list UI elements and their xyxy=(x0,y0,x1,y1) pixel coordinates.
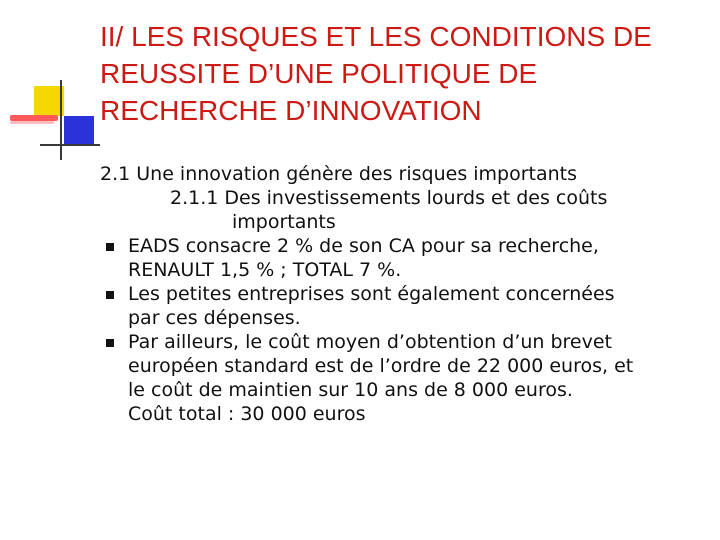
bullet-text: EADS consacre 2 % de son CA pour sa recherche, xyxy=(128,235,599,257)
bullet-text: RENAULT 1,5 % ; TOTAL 7 %. xyxy=(128,259,402,281)
slide-body xyxy=(100,162,710,426)
title-line: II/ LES RISQUES ET LES CONDITIONS DE xyxy=(100,21,652,52)
title-line: RECHERCHE D’INNOVATION xyxy=(100,95,482,126)
subsection-heading-cont: importants xyxy=(232,211,336,233)
bullet-text: Par ailleurs, le coût moyen d’obtention d’un brevet xyxy=(128,331,613,353)
decor-pink-bar xyxy=(10,121,54,124)
slide-title xyxy=(100,18,700,129)
bullet-item xyxy=(100,234,710,282)
subsection-heading: 2.1.1 Des investissements lourds et des coûts xyxy=(170,187,608,209)
bullet-text: européen standard est de l’ordre de 22 000 euros, et xyxy=(128,355,634,377)
decor-vertical-line xyxy=(60,80,62,160)
decor-blue-square xyxy=(64,116,94,146)
title-line: REUSSITE D’UNE POLITIQUE DE xyxy=(100,58,538,89)
square-bullet-icon xyxy=(106,291,114,299)
bullet-text: par ces dépenses. xyxy=(128,307,301,329)
square-bullet-icon xyxy=(106,339,114,347)
bullet-item xyxy=(100,330,710,402)
bullet-item xyxy=(100,282,710,330)
closing-total: Coût total : 30 000 euros xyxy=(128,403,366,425)
square-bullet-icon xyxy=(106,243,114,251)
bullet-text: le coût de maintien sur 10 ans de 8 000 euros. xyxy=(128,379,573,401)
bullet-text: Les petites entreprises sont également concernées xyxy=(128,283,615,305)
section-heading: 2.1 Une innovation génère des risques importants xyxy=(100,163,578,185)
decor-horizontal-line xyxy=(40,144,100,146)
